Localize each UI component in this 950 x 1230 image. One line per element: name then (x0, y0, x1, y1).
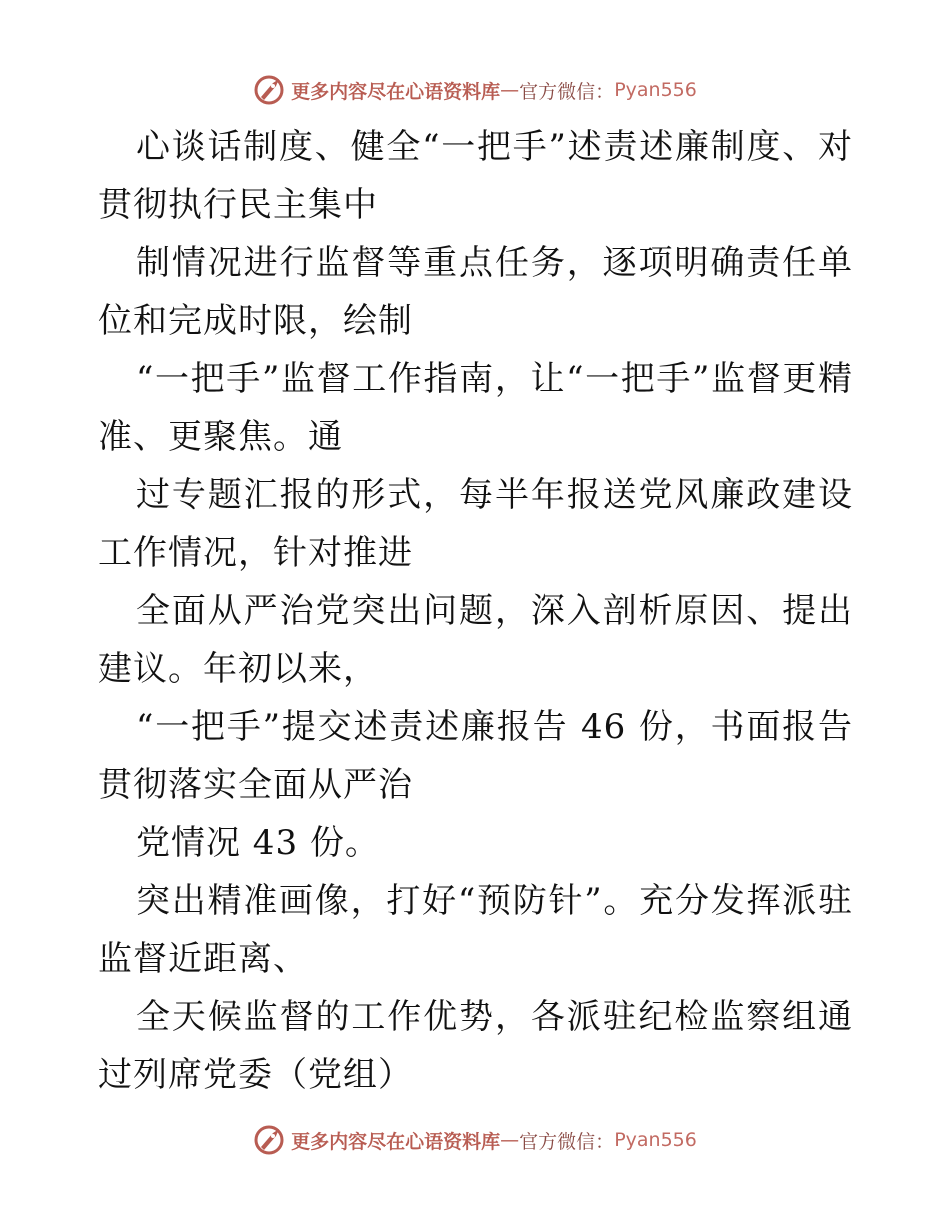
separator: — (500, 79, 520, 101)
paragraph: “一把手”提交述责述廉报告 46 份，书面报告贯彻落实全面从严治 (98, 707, 853, 805)
paragraph: 党情况 43 份。 (136, 823, 380, 863)
paragraph: 制情况进行监督等重点任务，逐项明确责任单位和完成时限，绘制 (98, 243, 853, 341)
paragraph: 突出精准画像，打好“预防针”。充分发挥派驻监督近距离、 (98, 881, 853, 979)
footer-banner (0, 1120, 950, 1160)
wechat-label: 官方微信： (519, 80, 615, 103)
promo-text: 更多内容尽在心语资料库 (291, 1130, 501, 1153)
wechat-label: 官方微信： (519, 1130, 615, 1153)
paragraph: 心谈话制度、健全“一把手”述责述廉制度、对贯彻执行民主集中 (98, 127, 853, 225)
paragraph: 过专题汇报的形式，每半年报送党风廉政建设工作情况，针对推进 (98, 475, 853, 573)
separator: — (500, 1129, 520, 1151)
paragraph: 全面从严治党突出问题，深入剖析原因、提出建议。年初以来， (98, 591, 853, 689)
wechat-id: Pyan556 (614, 79, 697, 101)
pen-nib-circle-icon (253, 73, 287, 107)
document-body (98, 118, 853, 1104)
wechat-id: Pyan556 (614, 1129, 697, 1151)
pen-nib-circle-icon (253, 1123, 287, 1157)
promo-text: 更多内容尽在心语资料库 (291, 80, 501, 103)
header-banner (0, 70, 950, 110)
paragraph: 全天候监督的工作优势，各派驻纪检监察组通过列席党委（党组） (98, 997, 853, 1095)
paragraph: “一把手”监督工作指南，让“一把手”监督更精准、更聚焦。通 (98, 359, 853, 457)
